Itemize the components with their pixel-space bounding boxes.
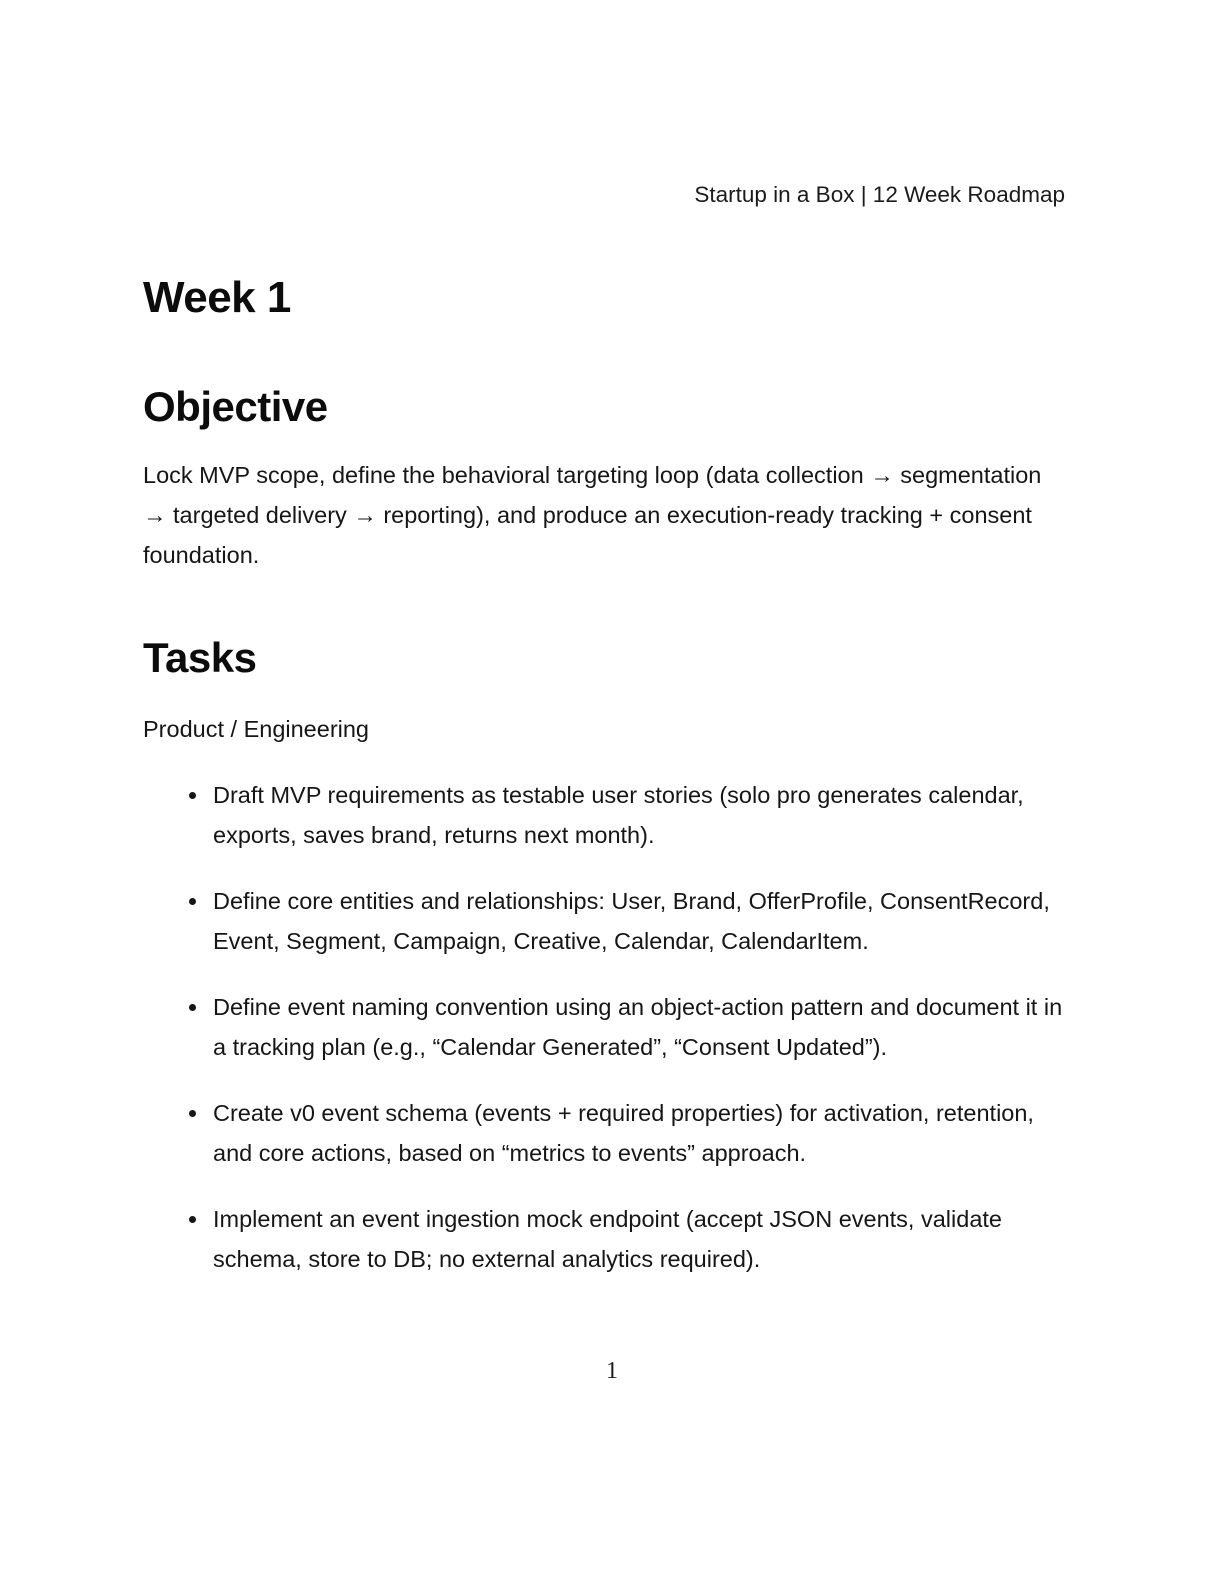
task-list xyxy=(143,775,1065,1279)
task-item-1: Draft MVP requirements as testable user stories (solo pro generates calendar, exports, saves brand, returns next month). xyxy=(143,775,1065,855)
objective-heading: Objective xyxy=(143,383,328,431)
tasks-heading: Tasks xyxy=(143,633,257,681)
task-item-3: Define event naming convention using an object-action pattern and document it in a tracking plan (e.g., “Calendar Generated”, “Consent Updated”). xyxy=(143,987,1065,1067)
task-item-2: Define core entities and relationships: User, Brand, OfferProfile, ConsentRecord, Event, Segment, Campaign, Creative, Calendar, CalendarItem. xyxy=(143,881,1065,961)
week-heading: Week 1 xyxy=(143,273,291,322)
running-header xyxy=(143,180,1065,210)
objective-paragraph: Lock MVP scope, define the behavioral targeting loop (data collection → segmentation → targeted delivery → reporting), and produce an execution-ready tracking + consent foundation. xyxy=(143,461,1042,568)
task-item-4: Create v0 event schema (events + required properties) for activation, retention, and core actions, based on “metrics to events” approach. xyxy=(143,1093,1065,1173)
tasks-subheading: Product / Engineering xyxy=(143,715,370,742)
task-item-5: Implement an event ingestion mock endpoint (accept JSON events, validate schema, store to DB; no external analytics required). xyxy=(143,1199,1065,1279)
page-number: 1 xyxy=(606,1358,618,1384)
running-header-title: Startup in a Box | 12 Week Roadmap xyxy=(694,182,1065,207)
